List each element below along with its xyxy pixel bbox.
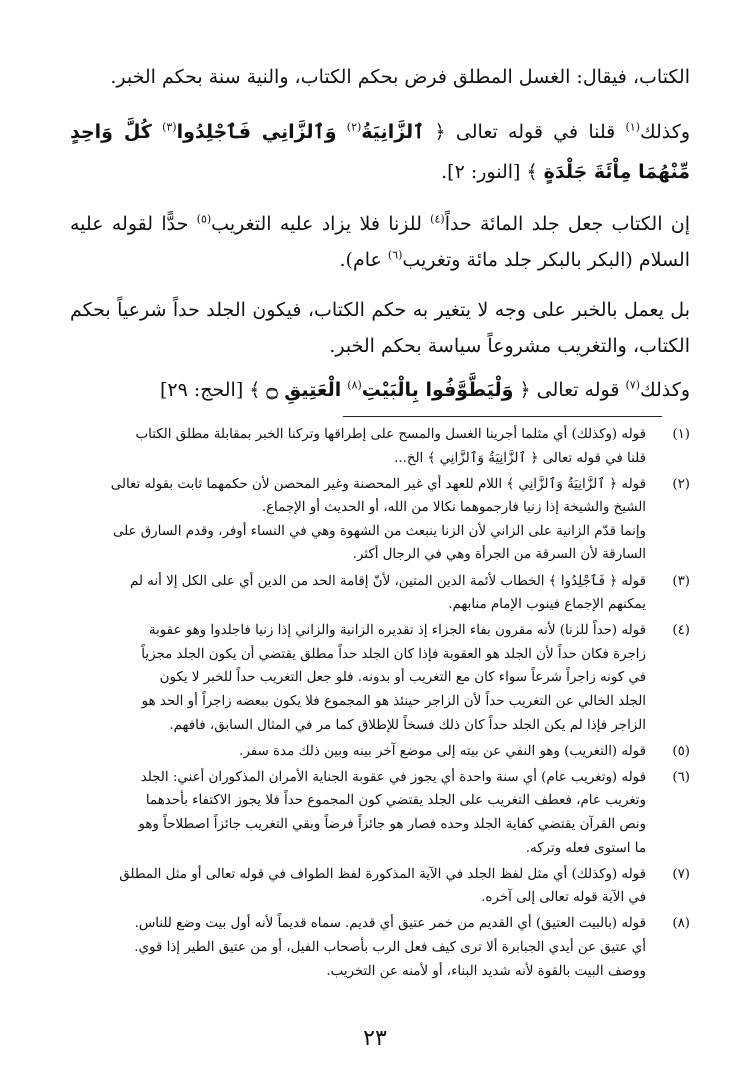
footnote-line: قلنا في قوله تعالى ﴿ ٱلزَّانِيَةُ وَٱلزَّانِي ﴾ الخ... [394, 450, 646, 466]
footnote-line: قوله (وكذلك) أي مثل لفظ الجلد في الآية المذكورة لفظ الطواف في قوله تعالى أو مثل المطلق [119, 866, 646, 882]
footnote-line: الشيخ والشيخة إذا زنيا فارجموهما نكالا من الله، أو الحديث أو الإجماع. [261, 500, 646, 516]
footnote-line: ونص القرآن يقتضي كفاية الجلد وحده فصار هو جائزاً فرضاً وبقي التغريب جائزاً اصطلاحاً وهو [138, 817, 646, 832]
footnote [68, 570, 690, 617]
footnote-line: ما استوى فعله وتركه. [525, 840, 646, 856]
footnote-text [68, 473, 646, 567]
footnote-line: قوله (وتغريب عام) أي سنة واحدة أي يجوز في عقوبة الجناية الأمران المذكوران أعني: الجلد [140, 769, 646, 785]
footnote-text [68, 740, 646, 764]
footnote [68, 766, 690, 860]
footnote-number: (٣) [672, 573, 690, 589]
footnote-number: (٢) [672, 476, 690, 492]
footnote [68, 473, 690, 567]
footnote [68, 912, 690, 983]
footnote [68, 740, 690, 764]
footnote-text [68, 912, 646, 983]
footnote-line: أي عتيق عن أيدي الجبابرة ألا ترى كيف فعل الرب بأصحاب الفيل، أو من عتيق الطير إذا قوي. [134, 939, 646, 955]
footnote-line: الزاجر فإذا لم يكن الجلد حداً كان ذلك فسخاً للإطلاق كما مر في المثال السابق، فافهم. [169, 717, 646, 733]
footnote [68, 619, 690, 737]
footnote-line: يمكنهم الإجماع فينوب الإمام منابهم. [448, 597, 646, 613]
footnote-number: (٤) [672, 623, 690, 639]
page-number: ٢٣ [363, 1026, 387, 1051]
paragraph-2: وكذلك$^{(١)}$ قلنا في قوله تعالى ﴿ ٱلزَّانِيَةُ$^{(٢)}$ وَٱلزَّانِي فَٱجْلِدُوا$^{(٣)}$ كُلَّ وَاحِدٍ مِّنْهُمَا مِاْئَةَ جَلْدَةٍ ﴾ [النور: ٢]. [70, 120, 690, 183]
footnote-line: قوله ﴿ فَٱجْلِدُوا ﴾ الخطاب لأئمة الدين المتين، لأنّ إقامة الحد من الدين أي على الكل إلا أنه لم [129, 573, 646, 589]
footnote-text [68, 863, 646, 910]
paragraph-3: إن الكتاب جعل جلد المائة حداً$^{(٤)}$ للزنا فلا يزاد عليه التغريب$^{(٥)}$ حدًّا لقوله عليه السلام (البكر بالبكر جلد مائة وتغريب$^{(٦)}$ عام). [70, 212, 691, 271]
quran-phrase: وَٱلزَّانِي فَٱجْلِدُوا [176, 121, 337, 143]
footnote-number: (١) [672, 427, 690, 442]
footnote-text [68, 619, 646, 737]
footnote-line: ووصف البيت بالقوة لأنه شديد البناء، أو لأمنه عن التخريب. [326, 963, 646, 979]
paragraph-1: الكتاب، فيقال: الغسل المطلق فرض بحكم الكتاب، والنية سنة بحكم الخبر. [110, 66, 690, 88]
footnote-ref-3[interactable]: (٣) [162, 120, 177, 134]
footnote [68, 863, 690, 910]
footnote-line: زاجرة فكان حداً لأن الجلد هو العقوبة فإذا كان الجلد حداً مطلق يقتضي أن يكون الجلد مجزياً [141, 646, 646, 662]
footnote-text [68, 423, 646, 470]
footnote-ref-6[interactable]: (٦) [387, 248, 403, 262]
footnote-ref-5[interactable]: (٥) [196, 212, 212, 226]
footnote-number: (٧) [672, 866, 690, 882]
footnote-line: قوله (حداً للزنا) لأنه مقرون بفاء الجزاء إذ تقديره الزانية والزاني إذا زنيا فاجلدوا وهو عقوبة [148, 623, 646, 639]
quran-phrase: الْعَتِيقِ ۝ [266, 379, 342, 401]
footnote-number: (٨) [672, 916, 690, 932]
main-text [70, 60, 690, 408]
footnote-number: (٦) [672, 769, 690, 785]
footnote-line: في الآية قوله تعالى إلى آخره. [481, 890, 646, 906]
footnote-line: قوله ﴿ ٱلزَّانِيَةُ وَٱلزَّانِي ﴾ اللام للعهد أي غير المحصنة وغير المحصن لأن حكمهما ثابت بقوله تعالى [110, 476, 646, 492]
footnote-line: قوله (بالبيت العتيق) أي القديم من خمر عتيق أي قديم. سماه قديماً لأنه أول بيت وضع للناس. [134, 916, 646, 932]
footnotes-section [68, 423, 690, 986]
quran-phrase: وَلْيَطَّوَّفُوا بِالْبَيْتِ [361, 379, 514, 401]
footnote-ref-4[interactable]: (٤) [430, 212, 445, 226]
paragraph-4: بل يعمل بالخبر على وجه لا يتغير به حكم الكتاب، فيكون الجلد حداً شرعياً بحكم الكتاب، والتغريب مشروعاً سياسة بحكم الخبر. [70, 299, 690, 357]
footnote [68, 423, 690, 470]
footnote-ref-7[interactable]: (٧) [625, 378, 640, 392]
footnote-line: قوله (التغريب) وهو النفي عن بيته إلى موضع آخر بينه وبين ذلك مدة سفر. [239, 743, 646, 759]
footnote-ref-2[interactable]: (٢) [346, 120, 362, 134]
footnote-text [68, 570, 646, 617]
footnote-line: وتغريب عام، فعطف التغريب على الجلد يقتضي كون المجموع حداً فلا يجوز الاكتفاء بأحدهما [145, 793, 646, 809]
paragraph-5: وكذلك$^{(٧)}$ قوله تعالى ﴿ وَلْيَطَّوَّفُوا بِالْبَيْتِ$^{(٨)}$ الْعَتِيقِ ۝ ﴾ [الحج: ٢٩] [159, 378, 690, 401]
quran-phrase: ٱلزَّانِيَةُ [361, 121, 425, 143]
footnote-line: الجلد الخالي عن التغريب حداً لأن الزاجر حينئذ هو المجموع فلا يكون ببعضه زاجراً أو الحد هو [141, 694, 646, 710]
footnote-line: السارقة لأن السرقة من الجرأة وهي في الرجال أكثر. [352, 547, 646, 563]
footnote-number: (٥) [672, 743, 690, 759]
footnote-divider [343, 416, 662, 417]
footnote-line: قوله (وكذلك) أي مثلما أجرينا الغسل والمسح على إطراقها وتركنا الخبر بمقابلة مطلق الكتاب [135, 427, 646, 442]
footnote-ref-1[interactable]: (١) [625, 120, 640, 134]
footnote-ref-8[interactable]: (٨) [347, 378, 362, 392]
quran-phrase: كُلَّ وَاحِدٍ مِّنْهُمَا مِاْئَةَ جَلْدَةٍ [70, 121, 690, 183]
footnote-line: في كونه زاجراً شرعاً سواء كان مع التغريب أو بدونه. فلو جعل التغريب حداً للخبر لا يكون [159, 670, 646, 686]
footnote-line: وإنما قدّم الزانية على الزاني لأن الزنا ينبعث من الشهوة وهي في النساء أوفر، وقدم السارق على [112, 523, 646, 539]
footnote-text [68, 766, 646, 860]
